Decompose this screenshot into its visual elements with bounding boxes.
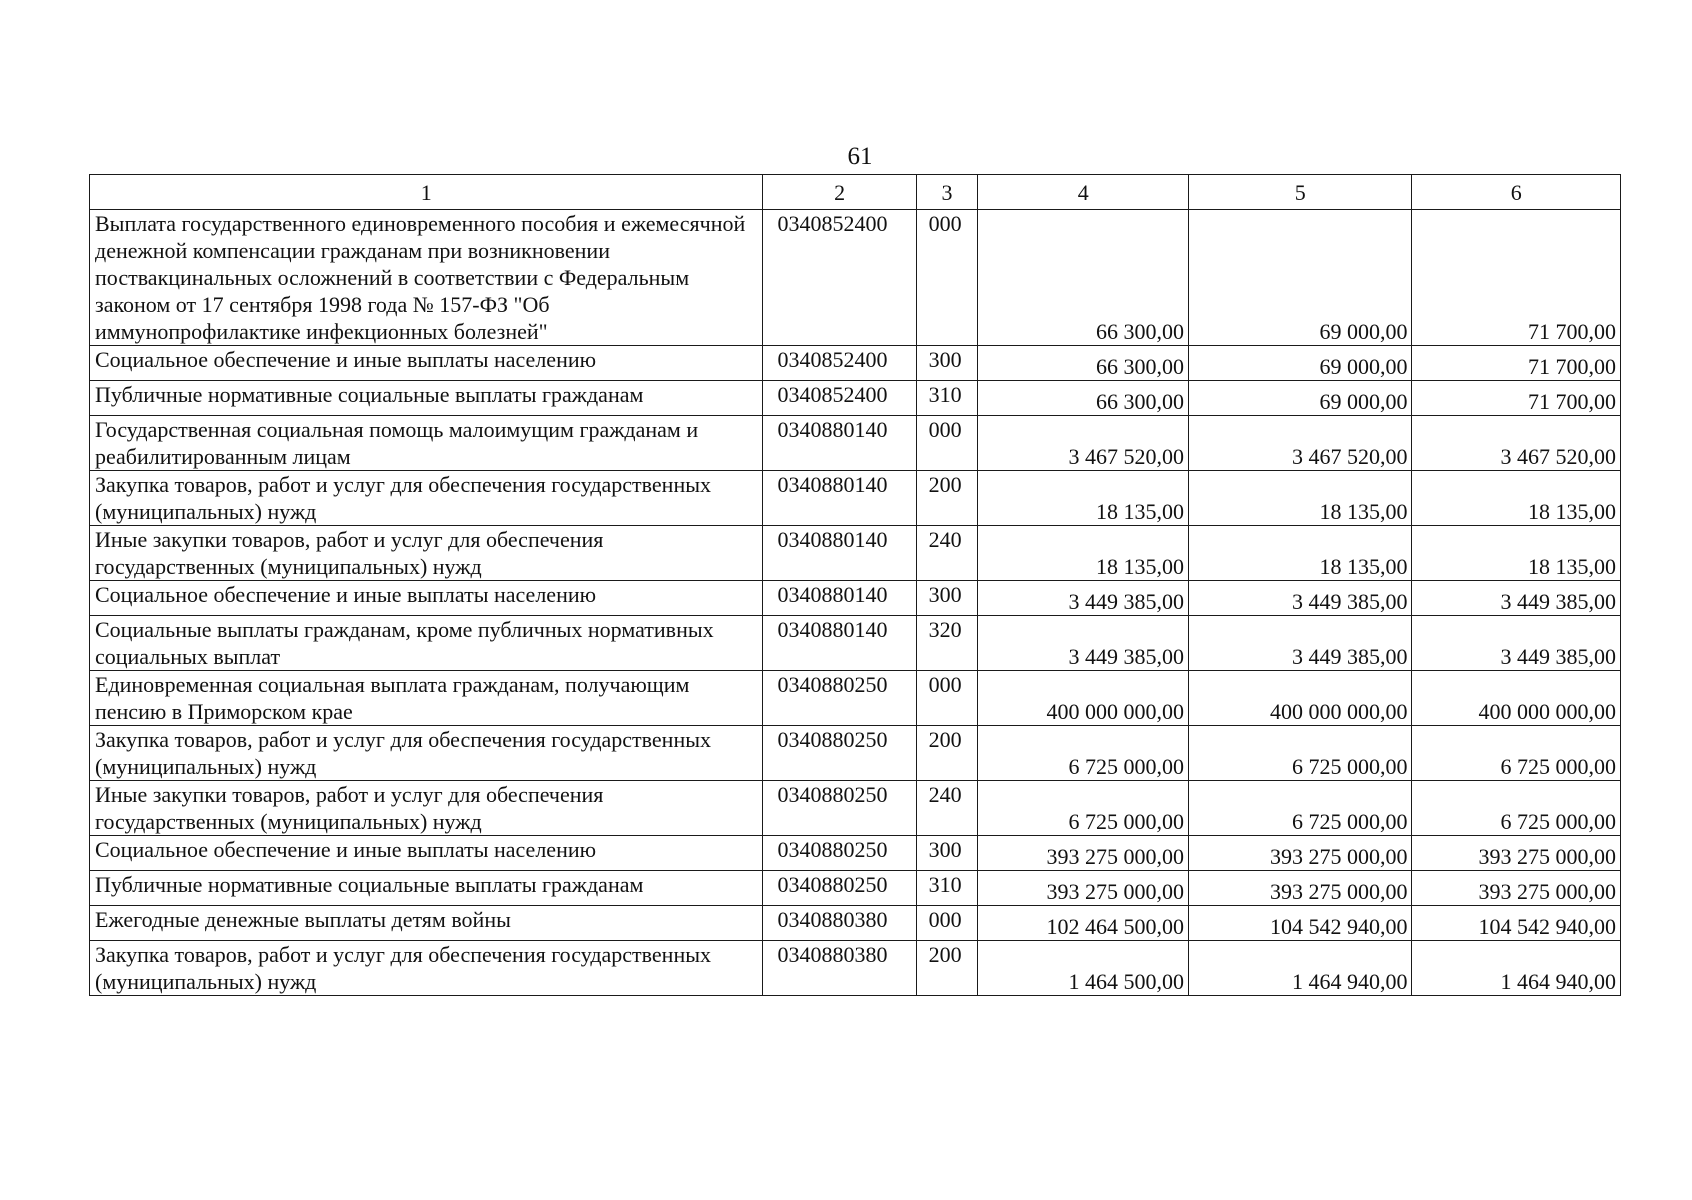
amount-col-6: 393 275 000,00 — [1412, 871, 1621, 906]
header-row — [90, 175, 1621, 210]
target-code: 0340880140 — [763, 616, 916, 671]
amount-col-4: 393 275 000,00 — [978, 871, 1189, 906]
target-code: 0340880140 — [763, 526, 916, 581]
expense-name: Государственная социальная помощь малоимущим гражданам и реабилитированным лицам — [90, 416, 763, 471]
column-header-3: 3 — [916, 175, 978, 210]
expense-type-code: 200 — [916, 726, 978, 781]
table-row — [90, 381, 1621, 416]
table-row — [90, 526, 1621, 581]
amount-col-5: 69 000,00 — [1189, 210, 1412, 346]
table-row — [90, 471, 1621, 526]
expense-type-code: 000 — [916, 210, 978, 346]
amount-col-5: 1 464 940,00 — [1189, 941, 1412, 996]
column-header-6: 6 — [1412, 175, 1621, 210]
table-row — [90, 210, 1621, 346]
column-header-5: 5 — [1189, 175, 1412, 210]
amount-col-4: 102 464 500,00 — [978, 906, 1189, 941]
amount-col-4: 3 449 385,00 — [978, 616, 1189, 671]
amount-col-5: 6 725 000,00 — [1189, 781, 1412, 836]
table-row — [90, 671, 1621, 726]
amount-col-5: 18 135,00 — [1189, 526, 1412, 581]
amount-col-5: 18 135,00 — [1189, 471, 1412, 526]
expense-name: Социальное обеспечение и иные выплаты населению — [90, 346, 763, 381]
amount-col-5: 6 725 000,00 — [1189, 726, 1412, 781]
table-row — [90, 581, 1621, 616]
table-row — [90, 906, 1621, 941]
page-number: 61 — [847, 143, 873, 170]
table-row — [90, 416, 1621, 471]
amount-col-4: 393 275 000,00 — [978, 836, 1189, 871]
expense-type-code: 300 — [916, 836, 978, 871]
amount-col-4: 18 135,00 — [978, 526, 1189, 581]
amount-col-6: 400 000 000,00 — [1412, 671, 1621, 726]
expense-type-code: 000 — [916, 671, 978, 726]
amount-col-6: 104 542 940,00 — [1412, 906, 1621, 941]
amount-col-4: 66 300,00 — [978, 210, 1189, 346]
table-row — [90, 836, 1621, 871]
amount-col-4: 18 135,00 — [978, 471, 1189, 526]
target-code: 0340880140 — [763, 471, 916, 526]
amount-col-5: 400 000 000,00 — [1189, 671, 1412, 726]
amount-col-6: 1 464 940,00 — [1412, 941, 1621, 996]
expense-name: Публичные нормативные социальные выплаты гражданам — [90, 871, 763, 906]
target-code: 0340880380 — [763, 941, 916, 996]
expense-name: Социальные выплаты гражданам, кроме публичных нормативных социальных выплат — [90, 616, 763, 671]
target-code: 0340852400 — [763, 346, 916, 381]
expense-type-code: 000 — [916, 906, 978, 941]
table-row — [90, 871, 1621, 906]
amount-col-6: 6 725 000,00 — [1412, 781, 1621, 836]
expense-type-code: 240 — [916, 781, 978, 836]
budget-table — [89, 174, 1621, 996]
expense-name: Ежегодные денежные выплаты детям войны — [90, 906, 763, 941]
expense-type-code: 310 — [916, 381, 978, 416]
column-header-4: 4 — [978, 175, 1189, 210]
amount-col-6: 71 700,00 — [1412, 210, 1621, 346]
table-row — [90, 726, 1621, 781]
amount-col-4: 400 000 000,00 — [978, 671, 1189, 726]
amount-col-6: 18 135,00 — [1412, 526, 1621, 581]
expense-type-code: 240 — [916, 526, 978, 581]
expense-name: Закупка товаров, работ и услуг для обеспечения государственных (муниципальных) нужд — [90, 941, 763, 996]
target-code: 0340880250 — [763, 726, 916, 781]
column-header-1: 1 — [90, 175, 763, 210]
expense-name: Закупка товаров, работ и услуг для обеспечения государственных (муниципальных) нужд — [90, 726, 763, 781]
expense-type-code: 300 — [916, 581, 978, 616]
amount-col-4: 3 467 520,00 — [978, 416, 1189, 471]
expense-name: Публичные нормативные социальные выплаты гражданам — [90, 381, 763, 416]
expense-name: Единовременная социальная выплата гражданам, получающим пенсию в Приморском крае — [90, 671, 763, 726]
amount-col-4: 1 464 500,00 — [978, 941, 1189, 996]
amount-col-6: 71 700,00 — [1412, 346, 1621, 381]
amount-col-6: 18 135,00 — [1412, 471, 1621, 526]
expense-name: Иные закупки товаров, работ и услуг для обеспечения государственных (муниципальных) нужд — [90, 781, 763, 836]
table-row — [90, 941, 1621, 996]
expense-type-code: 320 — [916, 616, 978, 671]
amount-col-5: 104 542 940,00 — [1189, 906, 1412, 941]
amount-col-4: 6 725 000,00 — [978, 726, 1189, 781]
expense-name: Социальное обеспечение и иные выплаты населению — [90, 581, 763, 616]
amount-col-5: 69 000,00 — [1189, 346, 1412, 381]
amount-col-5: 3 467 520,00 — [1189, 416, 1412, 471]
amount-col-6: 3 449 385,00 — [1412, 616, 1621, 671]
target-code: 0340880140 — [763, 416, 916, 471]
amount-col-6: 6 725 000,00 — [1412, 726, 1621, 781]
target-code: 0340852400 — [763, 210, 916, 346]
amount-col-5: 3 449 385,00 — [1189, 581, 1412, 616]
amount-col-4: 3 449 385,00 — [978, 581, 1189, 616]
expense-name: Выплата государственного единовременного пособия и ежемесячной денежной компенсации гражданам при возникновении поствакцинальных осложнений в соответствии с Федеральным законом от 17 сентября 1998 года № 157-ФЗ "Об иммунопрофилактике инфекционных болезней" — [90, 210, 763, 346]
amount-col-4: 6 725 000,00 — [978, 781, 1189, 836]
column-header-2: 2 — [763, 175, 916, 210]
amount-col-4: 66 300,00 — [978, 346, 1189, 381]
target-code: 0340880250 — [763, 781, 916, 836]
target-code: 0340880140 — [763, 581, 916, 616]
amount-col-5: 393 275 000,00 — [1189, 836, 1412, 871]
amount-col-5: 3 449 385,00 — [1189, 616, 1412, 671]
expense-name: Закупка товаров, работ и услуг для обеспечения государственных (муниципальных) нужд — [90, 471, 763, 526]
amount-col-6: 71 700,00 — [1412, 381, 1621, 416]
table-row — [90, 616, 1621, 671]
amount-col-6: 3 449 385,00 — [1412, 581, 1621, 616]
expense-type-code: 000 — [916, 416, 978, 471]
table-row — [90, 346, 1621, 381]
amount-col-5: 393 275 000,00 — [1189, 871, 1412, 906]
amount-col-6: 3 467 520,00 — [1412, 416, 1621, 471]
expense-type-code: 200 — [916, 471, 978, 526]
expense-name: Социальное обеспечение и иные выплаты населению — [90, 836, 763, 871]
amount-col-5: 69 000,00 — [1189, 381, 1412, 416]
expense-type-code: 310 — [916, 871, 978, 906]
target-code: 0340880250 — [763, 671, 916, 726]
target-code: 0340880250 — [763, 871, 916, 906]
target-code: 0340852400 — [763, 381, 916, 416]
amount-col-6: 393 275 000,00 — [1412, 836, 1621, 871]
amount-col-4: 66 300,00 — [978, 381, 1189, 416]
target-code: 0340880250 — [763, 836, 916, 871]
table-row — [90, 781, 1621, 836]
expense-type-code: 200 — [916, 941, 978, 996]
expense-type-code: 300 — [916, 346, 978, 381]
target-code: 0340880380 — [763, 906, 916, 941]
expense-name: Иные закупки товаров, работ и услуг для обеспечения государственных (муниципальных) нужд — [90, 526, 763, 581]
